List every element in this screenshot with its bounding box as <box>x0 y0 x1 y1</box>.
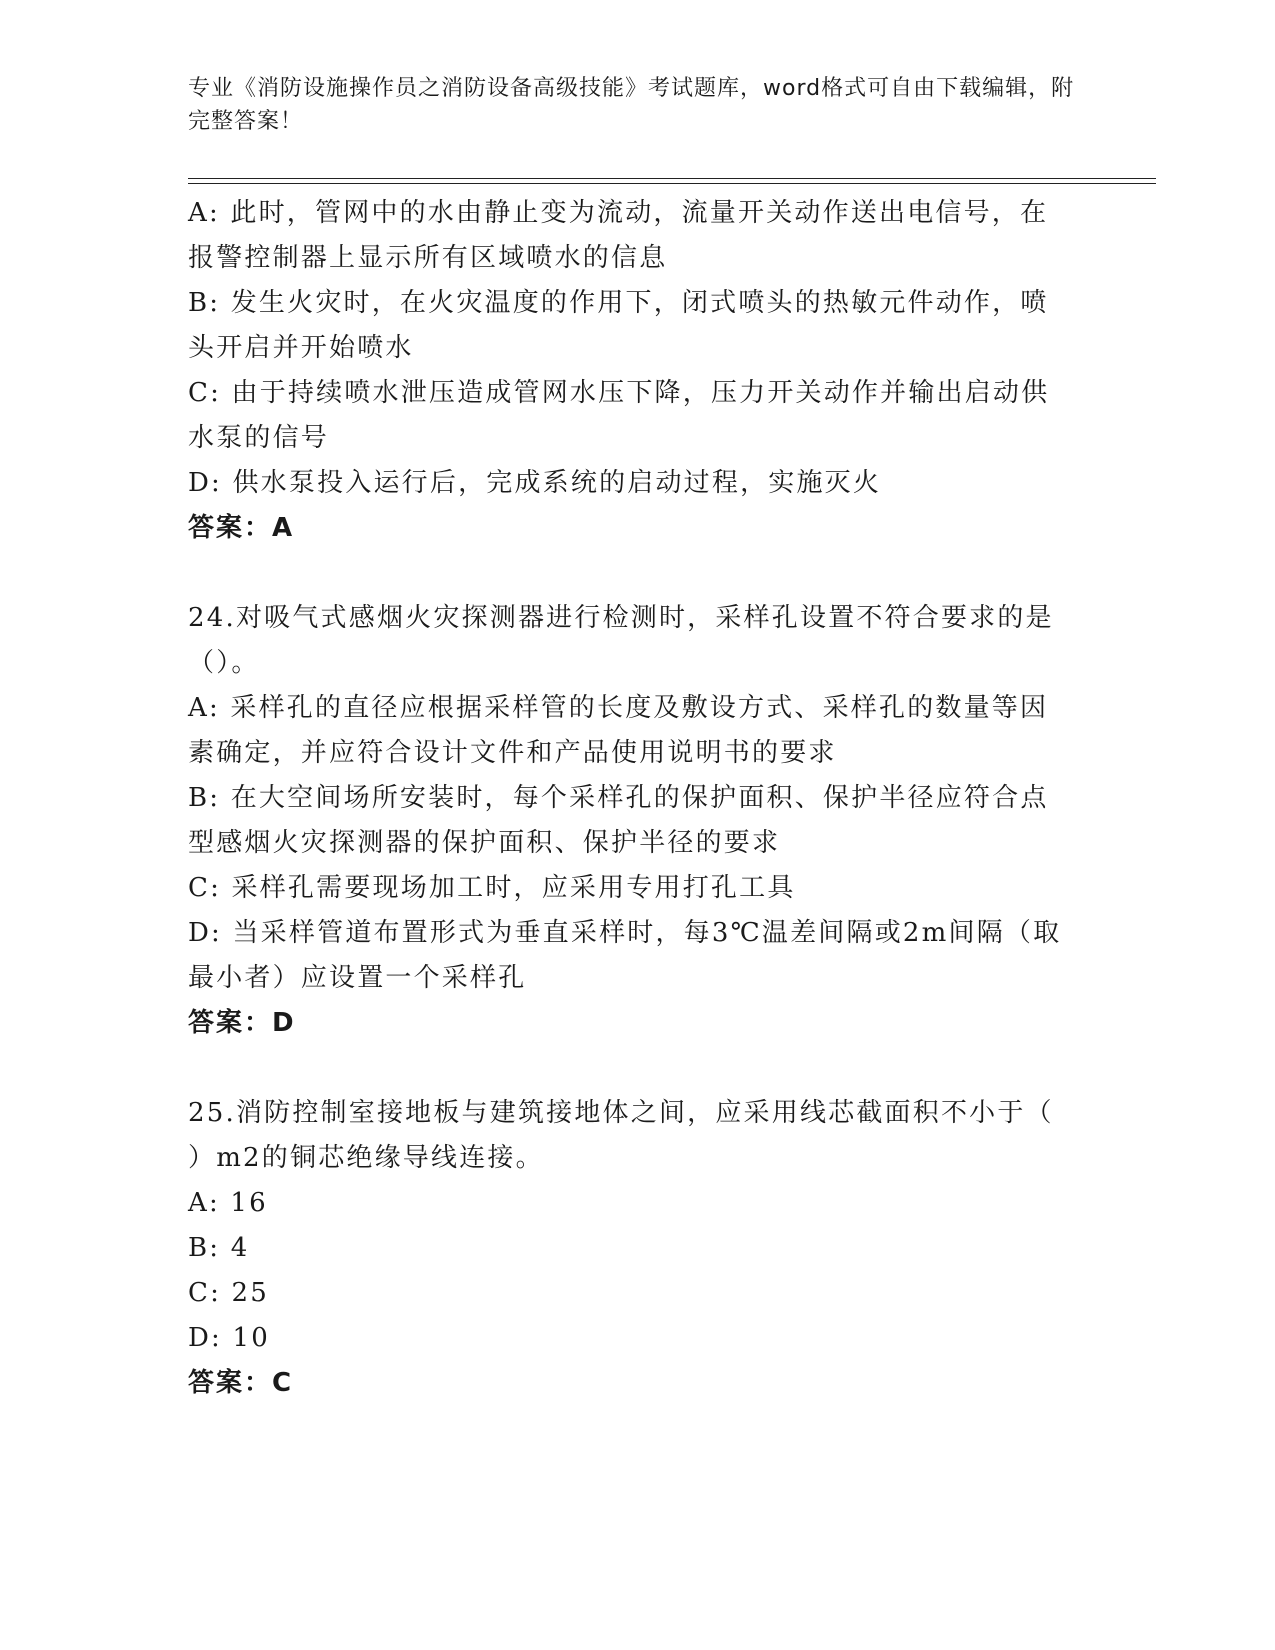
question-24-option-c: C: 采样孔需要现场加工时，应采用专用打孔工具 <box>188 873 796 903</box>
spacer <box>188 551 1088 596</box>
question-25-option-a: A: 16 <box>188 1188 268 1218</box>
question-23-answer: 答案：A <box>188 513 295 543</box>
question-23-option-b: B: 发生火灾时，在火灾温度的作用下，闭式喷头的热敏元件动作，喷 头开启并开始喷水 <box>188 288 1049 363</box>
spacer <box>188 1046 1088 1091</box>
page-header: 专业《消防设施操作员之消防设备高级技能》考试题库，word格式可自由下载编辑，附完整答案！ <box>188 76 1075 134</box>
question-23-option-a: A: 此时，管网中的水由静止变为流动，流量开关动作送出电信号，在 报警控制器上显示所有区域喷水的信息 <box>188 198 1049 273</box>
question-24-option-a: A: 采样孔的直径应根据采样管的长度及敷设方式、采样孔的数量等因 素确定，并应符合设计文件和产品使用说明书的要求 <box>188 693 1049 768</box>
question-24-stem: 24.对吸气式感烟火灾探测器进行检测时，采样孔设置不符合要求的是 <box>188 603 1054 633</box>
question-24-option-d: D: 当采样管道布置形式为垂直采样时，每3℃温差间隔或2m间隔（取 最小者）应设置一个采样孔 <box>188 918 1062 993</box>
question-25-answer: 答案：C <box>188 1368 294 1398</box>
question-25 <box>188 1091 1088 1406</box>
question-25-option-b: B: 4 <box>188 1233 250 1263</box>
question-23-option-d: D: 供水泵投入运行后，完成系统的启动过程，实施灭火 <box>188 468 882 498</box>
question-24 <box>188 596 1088 1046</box>
question-24-option-b: B: 在大空间场所安装时，每个采样孔的保护面积、保护半径应符合点 型感烟火灾探测器的保护面积、保护半径的要求 <box>188 783 1049 858</box>
header-rule-bottom <box>188 183 1156 184</box>
question-25-option-d: D: 10 <box>188 1323 270 1353</box>
question-25-option-c: C: 25 <box>188 1278 270 1308</box>
question-23 <box>188 191 1088 551</box>
header-rule-top <box>188 178 1156 179</box>
question-24-stem-cont: （）。 <box>188 648 260 678</box>
question-25-stem: 25.消防控制室接地板与建筑接地体之间，应采用线芯截面积不小于（ <box>188 1098 1054 1128</box>
question-25-stem-cont: ）m2的铜芯绝缘导线连接。 <box>188 1143 544 1173</box>
question-24-answer: 答案：D <box>188 1008 296 1038</box>
question-content <box>188 191 1088 1406</box>
question-23-option-c: C: 由于持续喷水泄压造成管网水压下降，压力开关动作并输出启动供 水泵的信号 <box>188 378 1050 453</box>
